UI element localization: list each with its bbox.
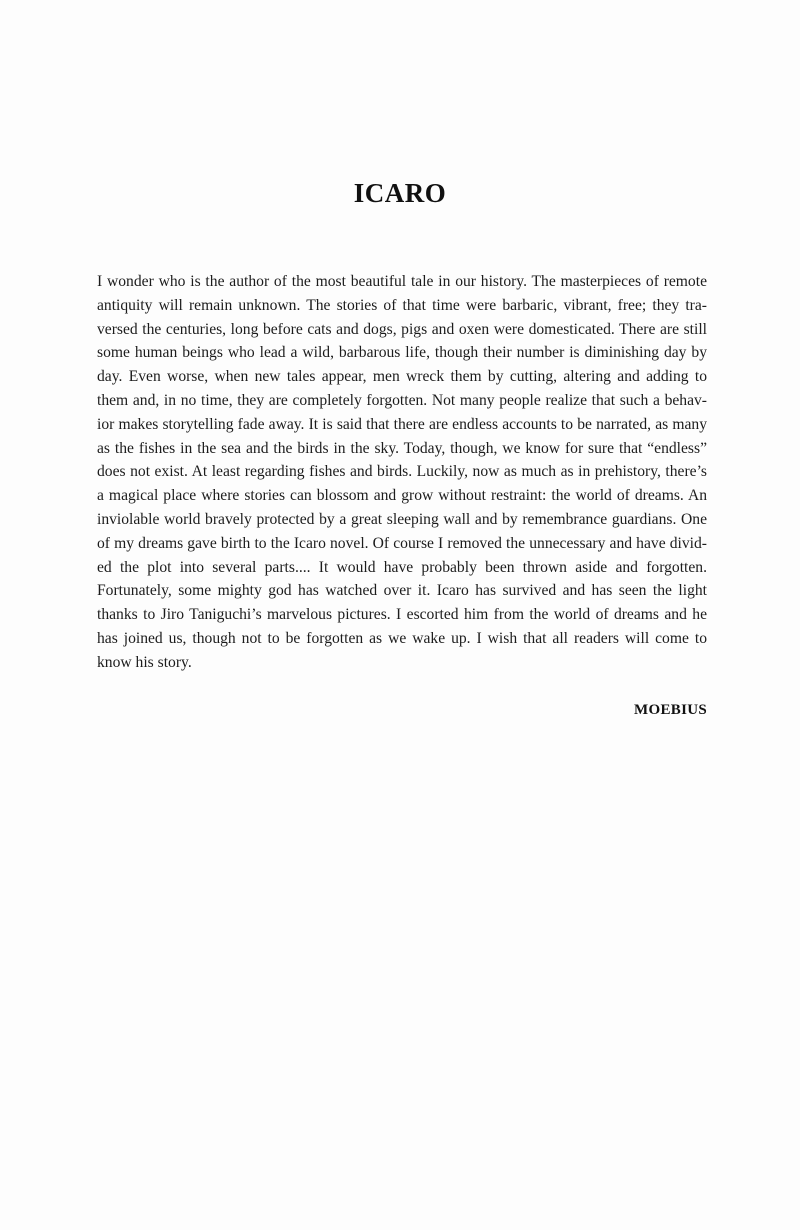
text-line: has joined us, though not to be forgotten as we wake up. I wish that all readers will come to: [97, 629, 707, 647]
text-line: thanks to Jiro Taniguchi’s marvelous pictures. I escorted him from the world of dreams and he: [97, 606, 707, 624]
text-line: I wonder who is the author of the most beautiful tale in our history. The masterpieces of remote: [97, 273, 707, 290]
text-line: Fortunately, some mighty god has watched over it. Icaro has survived and has seen the light: [97, 582, 707, 600]
text-line: ior makes storytelling fade away. It is said that there are endless accounts to be narrated, as many: [97, 415, 707, 433]
text-line: ed the plot into several parts.... It would have probably been thrown aside and forgotten.: [97, 558, 707, 576]
text-line: inviolable world bravely protected by a great sleeping wall and by remembrance guardians. One: [97, 510, 707, 528]
text-line: day. Even worse, when new tales appear, men wreck them by cutting, altering and adding to: [97, 368, 707, 386]
text-line: a magical place where stories can blossom and grow without restraint: the world of dreams. An: [97, 487, 707, 505]
text-line: does not exist. At least regarding fishes and birds. Luckily, now as much as in prehistory, there’s: [97, 463, 707, 481]
preface-paragraph: [97, 270, 707, 675]
author-signature: MOEBIUS: [634, 702, 707, 718]
page-title: ICARO: [353, 178, 447, 208]
text-line: antiquity will remain unknown. The stories of that time were barbaric, vibrant, free; they tra-: [97, 296, 707, 314]
text-line: them and, in no time, they are completely forgotten. Not many people realize that such a behav-: [97, 391, 707, 409]
text-line: some human beings who lead a wild, barbarous life, though their number is diminishing day by: [97, 344, 707, 362]
text-line: know his story.: [97, 653, 192, 671]
text-line: as the fishes in the sea and the birds in the sky. Today, though, we know for sure that “endless”: [97, 439, 707, 457]
text-line: versed the centuries, long before cats and dogs, pigs and oxen were domesticated. There are still: [97, 320, 707, 338]
text-line: of my dreams gave birth to the Icaro novel. Of course I removed the unnecessary and have divid-: [97, 534, 707, 552]
